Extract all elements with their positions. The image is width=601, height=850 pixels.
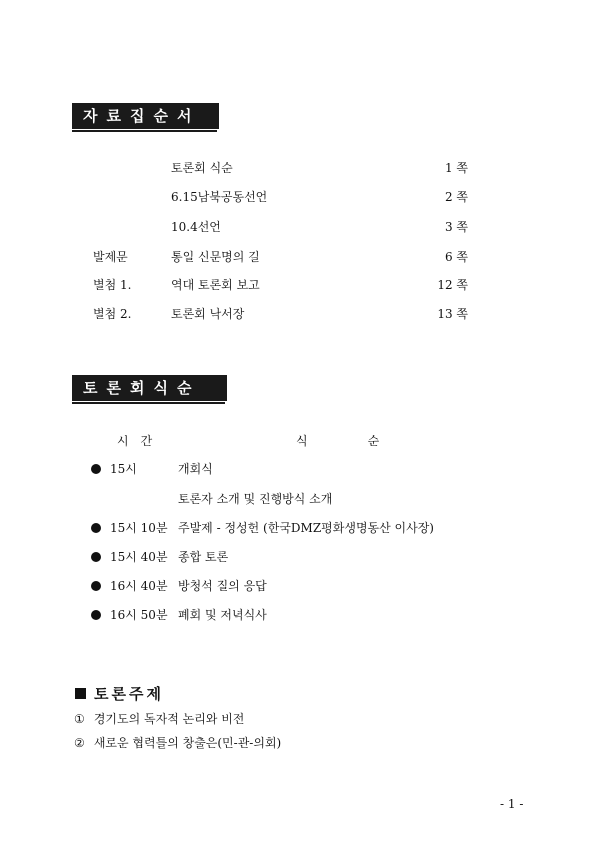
toc-title: 역대 토론회 보고 [171, 278, 260, 292]
schedule-time: 15시 40분 [110, 550, 168, 564]
schedule-event: 주발제 - 정성헌 (한국DMZ평화생명동산 이사장) [178, 521, 434, 535]
topics-heading [75, 683, 164, 704]
topic-marker: ① [74, 712, 85, 726]
topic-item [74, 710, 244, 727]
square-bullet-icon [75, 688, 86, 699]
bullet-icon [91, 581, 101, 591]
topic-marker: ② [74, 736, 85, 750]
schedule-event: 토론자 소개 및 진행방식 소개 [178, 492, 333, 506]
toc-page: 1 쪽 [444, 161, 468, 175]
topic-text: 경기도의 독자적 논리와 비전 [93, 712, 245, 726]
toc-title: 토론회 식순 [171, 161, 233, 175]
bullet-icon [91, 523, 101, 533]
schedule-time: 16시 40분 [110, 579, 168, 593]
schedule-event: 개회식 [178, 462, 213, 476]
topic-item [74, 734, 281, 751]
schedule-event: 종합 토론 [178, 550, 229, 564]
schedule-col-time: 시간 [117, 434, 165, 448]
topic-text: 새로운 협력틀의 창출은(민-관-의회) [93, 736, 282, 750]
schedule-time: 15시 [110, 462, 137, 476]
toc-heading: 자료집순서 [72, 103, 219, 129]
bullet-icon [91, 552, 101, 562]
toc-title: 6.15남북공동선언 [171, 190, 268, 204]
toc-prefix: 발제문 [93, 250, 128, 264]
toc-title: 통일 신문명의 길 [171, 250, 260, 264]
bullet-icon [91, 610, 101, 620]
page-number: - 1 - [500, 797, 524, 811]
toc-page: 2 쪽 [444, 190, 468, 204]
schedule-time: 16시 50분 [110, 608, 168, 622]
toc-page: 12 쪽 [437, 278, 468, 292]
toc-prefix: 별첨 2. [93, 307, 132, 321]
schedule-heading: 토론회식순 [72, 375, 227, 401]
toc-title: 10.4선언 [171, 220, 221, 234]
toc-page: 3 쪽 [444, 220, 468, 234]
toc-page: 13 쪽 [437, 307, 468, 321]
topics-heading-text: 토론주제 [94, 685, 164, 703]
toc-page: 6 쪽 [444, 250, 468, 264]
schedule-col-event: 식순 [296, 434, 440, 448]
schedule-event: 방청석 질의 응답 [178, 579, 267, 593]
toc-title: 토론회 낙서장 [171, 307, 245, 321]
schedule-time: 15시 10분 [110, 521, 168, 535]
toc-prefix: 별첨 1. [93, 278, 132, 292]
bullet-icon [91, 464, 101, 474]
schedule-event: 폐회 및 저녁식사 [178, 608, 267, 622]
